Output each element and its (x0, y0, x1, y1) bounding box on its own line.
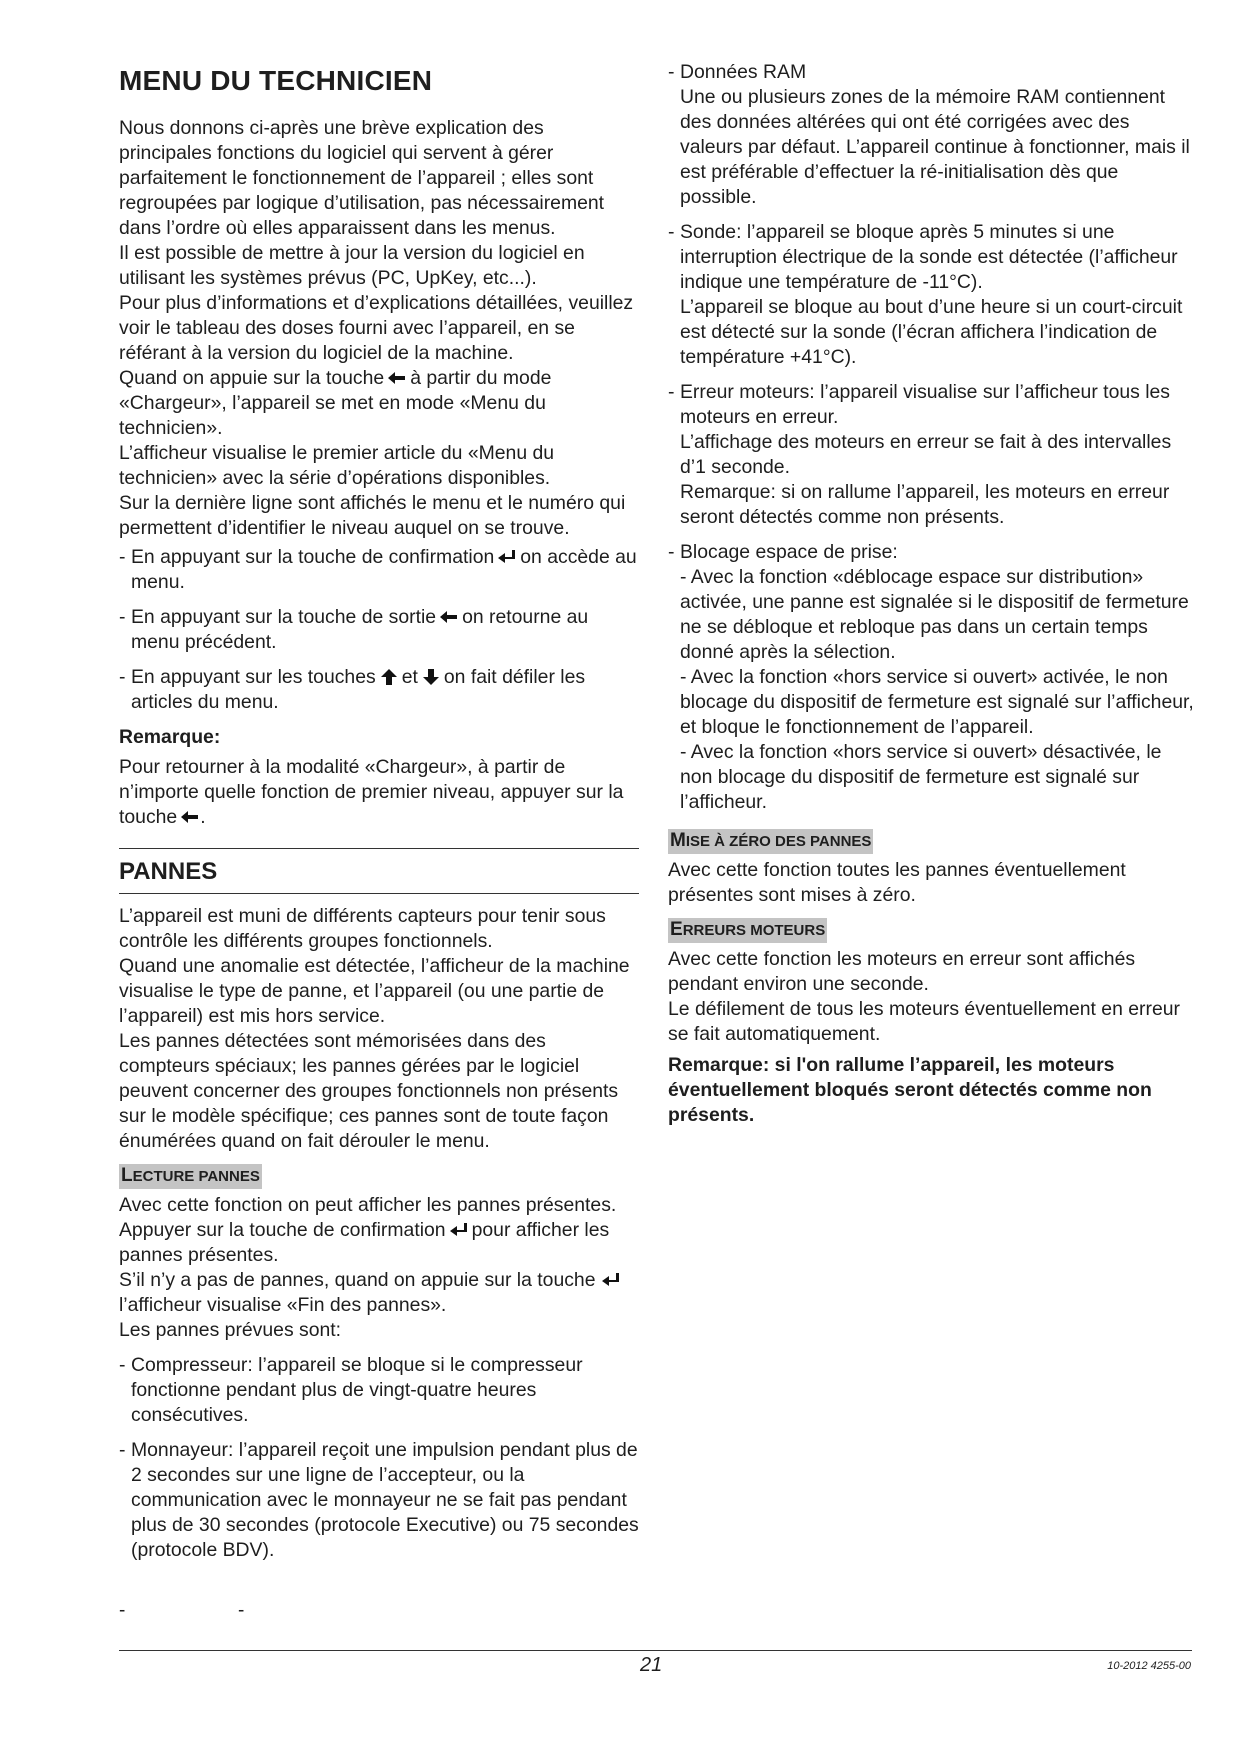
intro-paragraph: Pour plus d’informations et d’explications détaillées, veuillez voir le tableau des doses fourni avec l’appareil, en se référant à la version du logiciel de la machine. (119, 292, 634, 364)
enter-key-icon (449, 1222, 469, 1238)
list-item: - Erreur moteurs: l’appareil visualise sur l’afficheur tous les moteurs en erreur. L’affichage des moteurs en erreur se fait à des intervalles d’1 seconde. Remarque: si on rallume l’appareil, les moteurs en erreur seront détectés comme non présents. (668, 381, 1172, 528)
pannes-paragraph: Quand une anomalie est détectée, l’afficheur de la machine visualise le type de panne, et l’appareil (ou une partie de l’appareil) est mis hors service. (119, 955, 630, 1027)
subheading-lecture-pannes: LECTURE PANNES (119, 1164, 262, 1189)
pannes-paragraph: L’appareil est muni de différents capteurs pour tenir sous contrôle les différents groupes fonctionnels. (119, 905, 606, 952)
list-item: - Sonde: l’appareil se bloque après 5 minutes si une interruption électrique de la sonde est détectée (l’afficheur indique une température de -11°C). L’appareil se bloque au bout d’une heure si un court-circuit est détecté sur la sonde (l’écran affichera l’indication de température +41°C). (668, 221, 1183, 368)
page-number: 21 (640, 1654, 663, 1676)
lecture-paragraph: Appuyer sur la touche de confirmation pour afficher les pannes présentes. (119, 1219, 610, 1266)
left-column (119, 60, 639, 1563)
mise-paragraph: Avec cette fonction toutes les pannes éventuellement présentes sont mises à zéro. (668, 859, 1126, 906)
erreurs-paragraph: Le défilement de tous les moteurs éventuellement en erreur se fait automatiquement. (668, 998, 1180, 1045)
document-reference: 10-2012 4255-00 (1107, 1660, 1191, 1672)
pannes-heading-block (119, 848, 639, 894)
intro-paragraph: Il est possible de mettre à jour la version du logiciel en utilisant les systèmes prévus (PC, UpKey, etc...). (119, 242, 585, 289)
list-item: - En appuyant sur la touche de sortie on retourne au menu précédent. (119, 606, 589, 653)
list-item: - Monnayeur: l’appareil reçoit une impulsion pendant plus de 2 secondes sur une ligne de l’accepteur, ou la communication avec le monnayeur ne se fait pas pendant plus de 30 secondes (protocole Executive) ou 75 secondes (protocole BDV). (119, 1439, 639, 1561)
subheading-mise-a-zero: MISE À ZÉRO DES PANNES (668, 829, 873, 854)
subheading-erreurs-moteurs: ERREURS MOTEURS (668, 918, 827, 943)
touche-paragraph: Quand on appuie sur la touche à partir du mode «Chargeur», l’appareil se met en mode «Menu du technicien». (119, 367, 552, 439)
pannes-paragraph: Les pannes détectées sont mémorisées dans des compteurs spéciaux; les pannes gérées par le logiciel peuvent concerner des groupes fonctionnels non présents sur le modèle spécifique; ces pannes sont de toute façon énumérées quand on fait dérouler le menu. (119, 1030, 619, 1152)
enter-key-icon (497, 549, 517, 565)
section-title-pannes: PANNES (119, 858, 218, 885)
down-arrow-icon (421, 669, 441, 685)
lecture-paragraph: Les pannes prévues sont: (119, 1319, 342, 1341)
back-key-icon (439, 609, 459, 625)
list-item: - Compresseur: l’appareil se bloque si le compresseur fonctionne pendant plus de vingt-quatre heures consécutives. (119, 1354, 583, 1426)
remarque-label: Remarque: (119, 726, 221, 748)
erreurs-paragraph: Avec cette fonction les moteurs en erreur sont affichés pendant environ une seconde. (668, 948, 1136, 995)
lecture-paragraph: S’il n’y a pas de pannes, quand on appuie sur la touche l’afficheur visualise «Fin des pannes». (119, 1268, 639, 1318)
stray-dash: - (119, 1600, 126, 1621)
remarque-text: Pour retourner à la modalité «Chargeur», à partir de n’importe quelle fonction de premier niveau, appuyer sur la touche . (119, 756, 624, 828)
back-key-icon (387, 370, 407, 386)
back-key-icon (180, 809, 200, 825)
enter-key-icon (601, 1272, 621, 1288)
remarque-bold: Remarque: si l'on rallume l’appareil, les moteurs éventuellement bloqués seront détectés comme non présents. (668, 1054, 1152, 1126)
footer-rule (119, 1650, 1192, 1651)
list-item: - Blocage espace de prise: - Avec la fonction «déblocage espace sur distribution» activée, une panne est signalée si le dispositif de fermeture ne se débloque et rebloque pas dans un certain temps donné après la sélection. - Avec la fonction «hors service si ouvert» activée, le non blocage du dispositif de fermeture est signalé sur l’afficheur, et bloque le fonctionnement de l’appareil. - Avec la fonction «hors service si ouvert» désactivée, le non blocage du dispositif de fermeture est signalé sur l’afficheur. (668, 541, 1194, 813)
afficheur-paragraph: L’afficheur visualise le premier article du «Menu du technicien» avec la série d’opérations disponibles. (119, 442, 555, 489)
lecture-paragraph: Avec cette fonction on peut afficher les pannes présentes. (119, 1194, 617, 1216)
right-column (668, 60, 1196, 1128)
page-title: MENU DU TECHNICIEN (119, 65, 433, 96)
list-item: - En appuyant sur les touches et on fait défiler les articles du menu. (119, 666, 586, 713)
list-item: - En appuyant sur la touche de confirmation on accède au menu. (119, 546, 637, 593)
stray-dash: - (238, 1600, 245, 1621)
list-item: - Données RAM Une ou plusieurs zones de la mémoire RAM contiennent des données altérées qui ont été corrigées avec des valeurs par défaut. L’appareil continue à fonctionner, mais il est préférable d’effectuer la ré-initialisation dès que possible. (668, 61, 1190, 208)
derniere-paragraph: Sur la dernière ligne sont affichés le menu et le numéro qui permettent d’identifier le niveau auquel on se trouve. (119, 492, 626, 539)
intro-paragraph: Nous donnons ci-après une brève explication des principales fonctions du logiciel qui servent à gérer parfaitement le fonctionnement de l’appareil ; elles sont regroupées par logique d’utilisation, pas nécessairement dans l’ordre où elles apparaissent dans les menus. (119, 117, 605, 239)
up-arrow-icon (379, 669, 399, 685)
